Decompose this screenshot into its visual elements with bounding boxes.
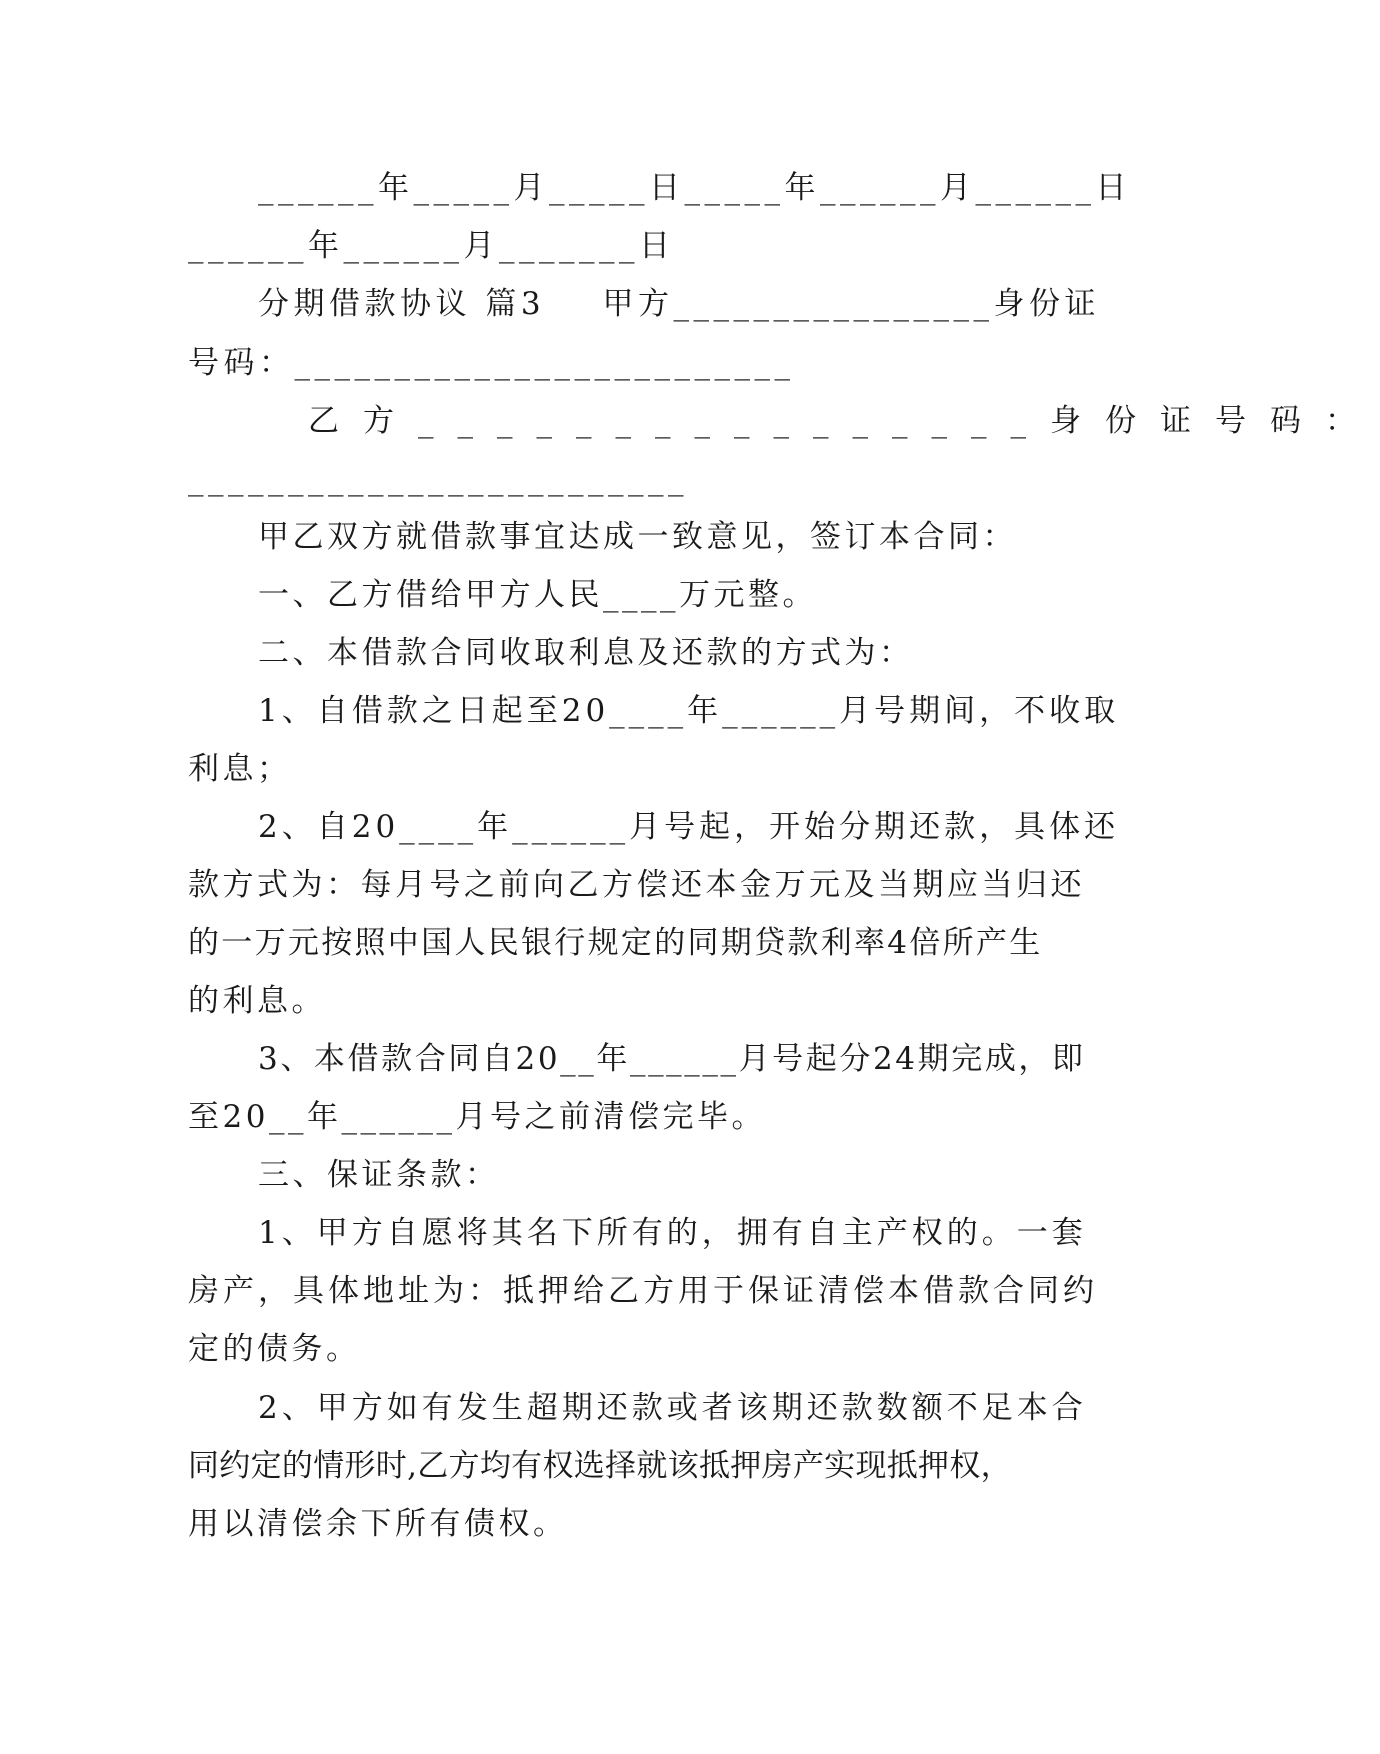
preamble-paragraph: 甲乙双方就借款事宜达成一致意见，签订本合同：	[258, 519, 1017, 555]
date-line-2: ______年______月_______日	[188, 228, 675, 264]
clause-3-item-1-cont-2: 定的债务。	[188, 1331, 361, 1367]
clause-2-item-2: 2、自20____年______月号起，开始分期还款，具体还	[258, 809, 1120, 845]
clause-2-item-2-cont-3: 的利息。	[188, 983, 326, 1019]
party-b-id-line: _________________________	[188, 461, 688, 497]
clause-2-item-3-cont: 至20__年______月号之前清偿完毕。	[188, 1099, 766, 1135]
clause-2-item-2-cont-2: 的一万元按照中国人民银行规定的同期贷款利率4倍所产生	[188, 925, 1043, 961]
date-line-1: ______年_____月_____日_____年______月______日	[258, 170, 1131, 206]
agreement-title-party-a: 分期借款协议 篇3 甲方________________身份证	[258, 286, 1100, 322]
clause-1: 一、乙方借给甲方人民____万元整。	[258, 577, 817, 613]
clause-2-item-1: 1、自借款之日起至20____年______月号期间，不收取	[258, 693, 1120, 729]
clause-3-heading: 三、保证条款：	[258, 1157, 500, 1193]
clause-2-heading: 二、本借款合同收取利息及还款的方式为：	[258, 635, 914, 671]
clause-3-item-1-cont-1: 房产，具体地址为：抵押给乙方用于保证清偿本借款合同约	[188, 1273, 1098, 1309]
party-b-line: 乙方________________身份证号码：	[308, 403, 1380, 439]
clause-3-item-2-cont-1: 同约定的情形时,乙方均有权选择就该抵押房产实现抵押权，	[188, 1448, 1012, 1484]
clause-3-item-2: 2、甲方如有发生超期还款或者该期还款数额不足本合	[258, 1390, 1087, 1426]
clause-2-item-1-cont: 利息；	[188, 751, 292, 787]
clause-3-item-1: 1、甲方自愿将其名下所有的，拥有自主产权的。一套	[258, 1215, 1087, 1251]
party-a-id-line: 号码：_________________________	[188, 345, 795, 381]
clause-2-item-2-cont-1: 款方式为：每月号之前向乙方偿还本金万元及当期应当归还	[188, 867, 1085, 903]
clause-3-item-2-cont-2: 用以清偿余下所有债权。	[188, 1506, 568, 1542]
clause-2-item-3: 3、本借款合同自20__年______月号起分24期完成，即	[258, 1041, 1086, 1077]
